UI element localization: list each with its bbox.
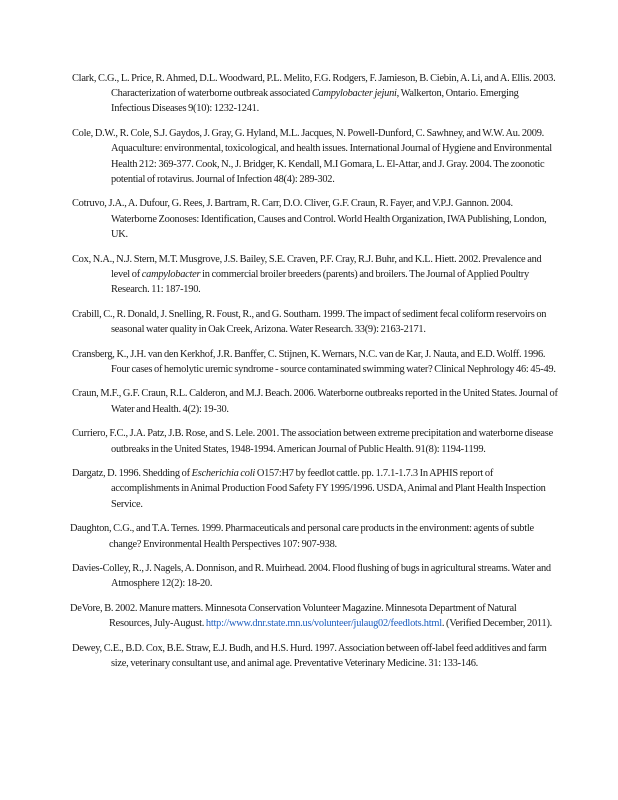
reference-davies-colley-2004: Davies-Colley, R., J. Nagels, A. Donnison, and R. Muirhead. 2004. Flood flushing of bugs in agricultural streams. Water and Atmosphere 12(2): 18-20. (72, 563, 551, 590)
reference-cransberg-1996: Cransberg, K., J.H. van den Kerkhof, J.R. Banffer, C. Stijnen, K. Wernars, N.C. van de Kar, J. Nauta, and E.D. Wolff. 1996. Four cases of hemolytic uremic syndrome - source contaminated swimming water? Clinical Nephrology 46: 45-49. (72, 348, 556, 375)
reference-daughton-1999: Daughton, C.G., and T.A. Ternes. 1999. Pharmaceuticals and personal care products in the environment: agents of subtle change? Environmental Health Perspectives 107: 907-938. (70, 523, 534, 550)
reference-cox-2002: Cox, N.A., N.J. Stern, M.T. Musgrove, J.S. Bailey, S.E. Craven, P.F. Cray, R.J. Buhr, and K.L. Hiett. 2002. Prevalence and level of campylobacter in commercial broiler breeders (parents) and broilers. The Journal of Applied Poultry Research. 11: 187-190. (72, 253, 542, 295)
dnr-feedlots-link[interactable]: http://www.dnr.state.mn.us/volunteer/julaug02/feedlots.html (205, 618, 442, 630)
reference-cotruvo-2004: Cotruvo, J.A., A. Dufour, G. Rees, J. Bartram, R. Carr, D.O. Cliver, G.F. Craun, R. Fayer, and V.P.J. Gannon. 2004. Waterborne Zoonoses: Identification, Causes and Control. World Health Organization, IWA Publishing, London, UK. (72, 198, 547, 240)
reference-craun-2006: Craun, M.F., G.F. Craun, R.L. Calderon, and M.J. Beach. 2006. Waterborne outbreaks reported in the United States. Journal of Water and Health. 4(2): 19-30. (72, 388, 558, 415)
reference-crabill-1999: Crabill, C., R. Donald, J. Snelling, R. Foust, R., and G. Southam. 1999. The impact of sediment fecal coliform reservoirs on seasonal water quality in Oak Creek, Arizona. Water Research. 33(9): 2163-2171. (72, 308, 547, 335)
reference-list (72, 71, 558, 681)
reference-clark-2003: Clark, C.G., L. Price, R. Ahmed, D.L. Woodward, P.L. Melito, F.G. Rodgers, F. Jamieson, B. Ciebin, A. Li, and A. Ellis. 2003. Characterization of waterborne outbreak associated Campylobacter jejuni, Walkerton, Ontario. Emerging Infectious Diseases 9(10): 1232-1241. (72, 73, 556, 115)
reference-curriero-2001: Curriero, F.C., J.A. Patz, J.B. Rose, and S. Lele. 2001. The association between extreme precipitation and waterborne disease outbreaks in the United States, 1948-1994. American Journal of Public Health. 91(8): 1194-1199. (72, 428, 553, 455)
reference-devore-2002: DeVore, B. 2002. Manure matters. Minnesota Conservation Volunteer Magazine. Minnesota Department of Natural Resources, July-August. http://www.dnr.state.mn.us/volunteer/julaug02/feedlots.html. (Verified December, 2011). (70, 603, 552, 630)
reference-dewey-1997: Dewey, C.E., B.D. Cox, B.E. Straw, E.J. Budh, and H.S. Hurd. 1997. Association between off-label feed additives and farm size, veterinary consultant use, and animal age. Preventative Veterinary Medicine. 31: 133-146. (72, 643, 547, 670)
reference-cole-2009: Cole, D.W., R. Cole, S.J. Gaydos, J. Gray, G. Hyland, M.L. Jacques, N. Powell-Dunford, C. Sawhney, and W.W. Au. 2009. Aquaculture: environmental, toxicological, and health issues. International Journal of Hygiene and Environmental Health 212: 369-377. Cook, N., J. Bridger, K. Kendall, M.I Gomara, L. El-Attar, and J. Gray. 2004. The zoonotic potential of rotavirus. Journal of Infection 48(4): 289-302. (72, 128, 552, 185)
reference-dargatz-1996: Dargatz, D. 1996. Shedding of Escherichia coli O157:H7 by feedlot cattle. pp. 1.7.1-1.7.3 In APHIS report of accomplishments in Animal Production Food Safety FY 1995/1996. USDA, Animal and Plant Health Inspection Service. (72, 468, 546, 510)
